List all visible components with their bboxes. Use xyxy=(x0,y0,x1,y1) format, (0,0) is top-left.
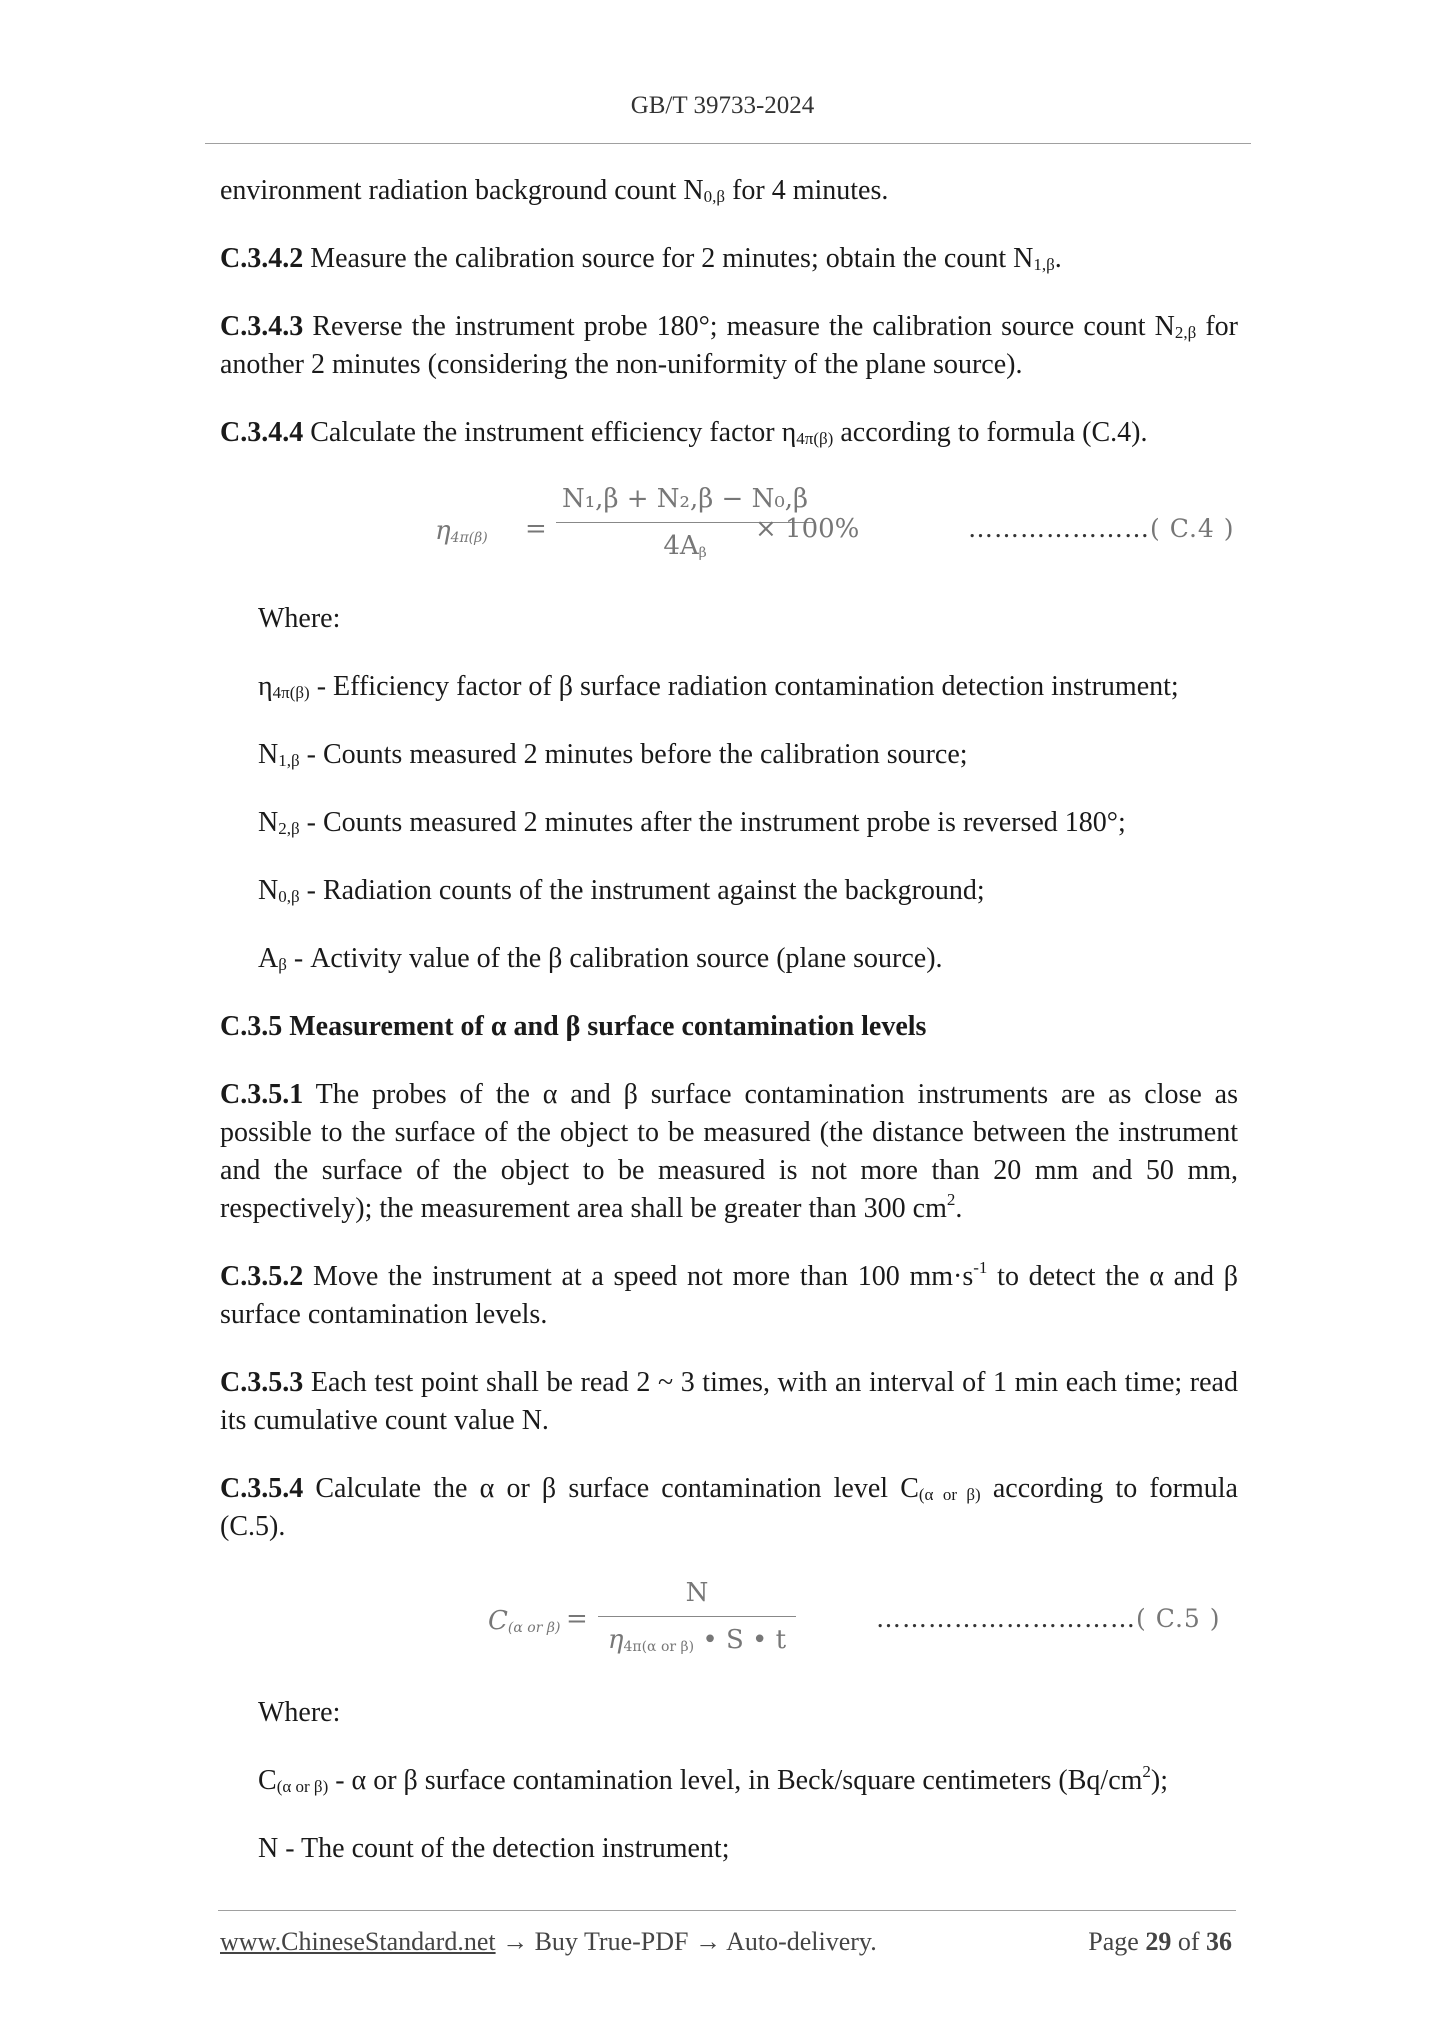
website-link[interactable]: www.ChineseStandard.net xyxy=(220,1927,496,1956)
clause-number: C.3.5.4 xyxy=(220,1473,304,1504)
arrow-icon: → xyxy=(495,1927,535,1956)
definition-item: $N_{2,\beta}$ - Counts measured 2 minutes after the instrument probe is reversed 180°; xyxy=(258,807,1126,838)
document-body xyxy=(220,172,1238,1898)
section-heading-c35: C.3.5 Measurement of α and β surface contamination levels xyxy=(220,1011,927,1042)
paragraph-c343: C.3.4.3 Reverse the instrument probe 180°; measure the calibration source count $N_{2,\beta}$ for another 2 minutes (considering the non-uniformity of the plane source). xyxy=(220,311,1238,380)
definition-item: $A_\beta$ - Activity value of the β calibration source (plane source). xyxy=(258,943,943,974)
paragraph-c354: C.3.5.4 Calculate the α or β surface contamination level $C_{(\alpha or \beta)}$ according to formula (C.5). xyxy=(220,1473,1238,1542)
clause-number: C.3.5.2 xyxy=(220,1261,304,1292)
paragraph-c342: C.3.4.2 Measure the calibration source for 2 minutes; obtain the count $N_{1,\beta}$. xyxy=(220,243,1062,274)
fraction-c5: $\frac{N}{\eta_{4\pi(\alpha or \beta)} • S • t}$ xyxy=(598,1574,796,1659)
clause-number: C.3.4.3 xyxy=(220,311,304,342)
equation-number-c5: …………………………( C.5 ) xyxy=(876,1604,1221,1633)
buy-pdf-text: Buy True-PDF xyxy=(534,1927,689,1956)
fraction-c4: $\frac{\text{N₁,β + N₂,β − N₀,β}}{4A_\beta}$ xyxy=(556,480,814,565)
arrow-icon: → xyxy=(688,1927,727,1956)
definition-item: $\eta_{4\pi(\beta)}$ - Efficiency factor of β surface radiation contamination detection instrument; xyxy=(258,671,1179,702)
page-footer xyxy=(220,1927,1232,1957)
paragraph-c343-continued: environment radiation background count $N_{0,\beta}$ for 4 minutes. xyxy=(220,175,889,206)
formula-c4: $\eta_{4\pi(\beta)}$ = $\frac{\text{N₁,β + N₂,β − N₀,β}}{4A_\beta}$ × 100% …………………( C.4 ) xyxy=(220,480,1238,570)
where-label: Where: xyxy=(258,1697,341,1728)
definition-item: $N_{0,\beta}$ - Radiation counts of the instrument against the background; xyxy=(258,875,985,906)
page-header: GB/T 39733-2024 xyxy=(630,92,815,119)
equation-number-c4: …………………( C.4 ) xyxy=(968,514,1235,543)
clause-number: C.3.5.3 xyxy=(220,1367,304,1398)
definition-item: $C_{(\alpha or \beta)}$ - α or β surface contamination level, in Beck/square centimeters $(Bq/cm^2)$; xyxy=(258,1762,1169,1796)
paragraph-c352: C.3.5.2 Move the instrument at a speed not more than 100 $mm\cdot s^{-1}$ to detect the α and β surface contamination levels. xyxy=(220,1258,1238,1330)
paragraph-c351: C.3.5.1 The probes of the α and β surface contamination instruments are as close as possible to the surface of the object to be measured (the distance between the instrument and the surface of the object to be measured is not more than 20 mm and 50 mm, respectively); the measurement area shall be greater than 300 $cm^2$. xyxy=(220,1079,1238,1224)
definition-item: N - The count of the detection instrument; xyxy=(258,1833,730,1864)
header-divider xyxy=(205,143,1251,144)
auto-delivery-text: Auto-delivery. xyxy=(726,1927,877,1956)
paragraph-c353: C.3.5.3 Each test point shall be read 2 ~ 3 times, with an interval of 1 min each time; read its cumulative count value N. xyxy=(220,1367,1238,1436)
clause-number: C.3.4.4 xyxy=(220,417,304,448)
formula-c5: $C_{(\alpha or \beta)}$ = $\frac{N}{\eta_{4\pi(\alpha or \beta)} • S • t}$ …………………………( C.5 ) xyxy=(220,1574,1238,1664)
where-label: Where: xyxy=(258,603,341,634)
footer-divider xyxy=(218,1910,1236,1911)
page-number: Page 29 of 36 xyxy=(1088,1927,1232,1956)
definition-item: $N_{1,\beta}$ - Counts measured 2 minutes before the calibration source; xyxy=(258,739,968,770)
clause-number: C.3.5.1 xyxy=(220,1079,304,1110)
clause-number: C.3.4.2 xyxy=(220,243,304,274)
paragraph-c344: C.3.4.4 Calculate the instrument efficiency factor $\eta_{4\pi(\beta)}$ according to formula (C.4). xyxy=(220,417,1148,448)
